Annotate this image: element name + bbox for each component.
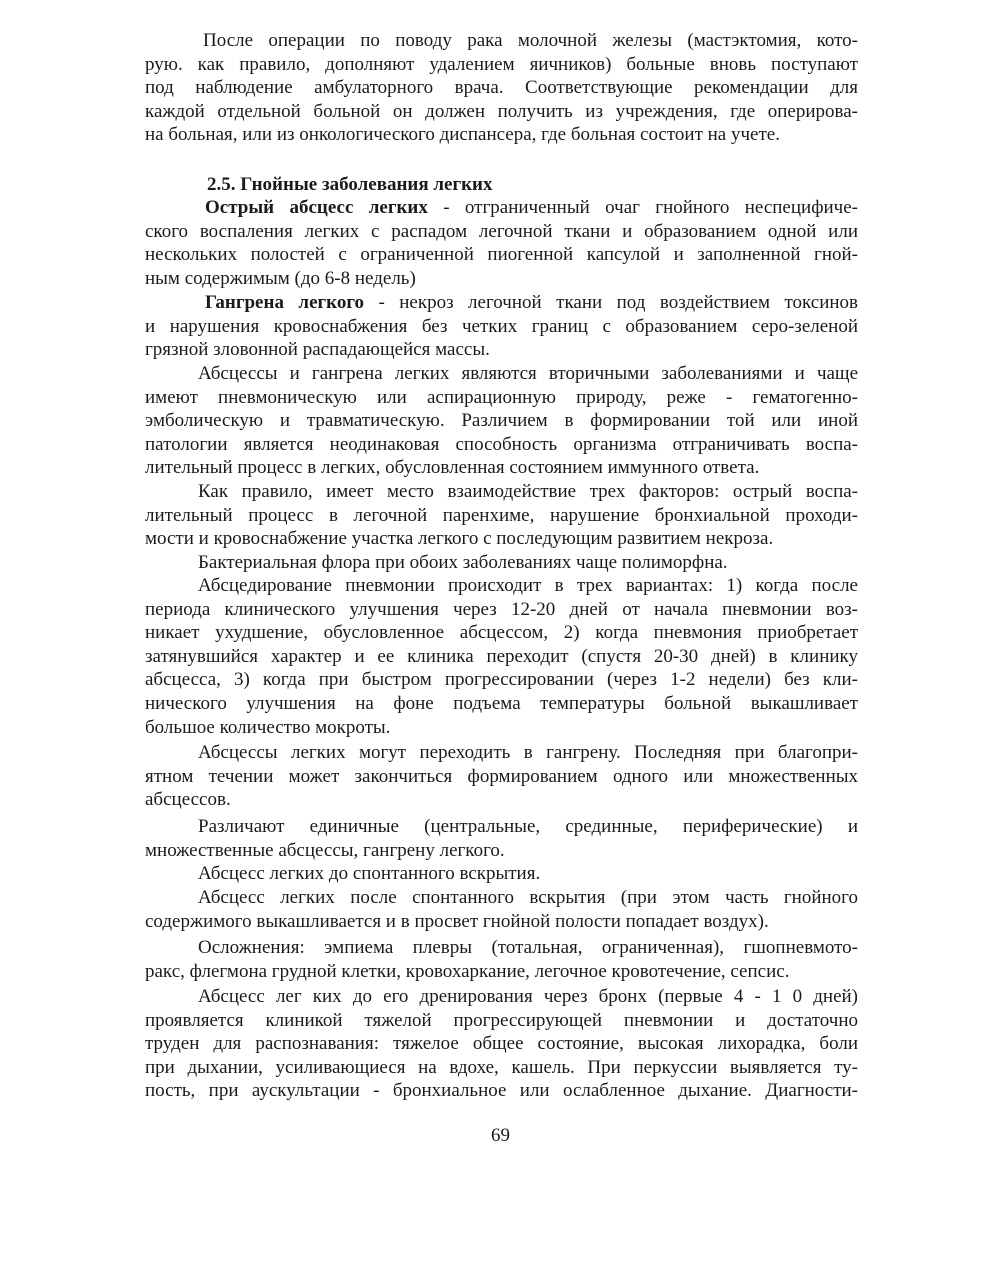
paragraph-before-opening [145,862,858,886]
text-line: труден для распознавания: тяжелое общее состояние, высокая лихорадка, боли [145,1033,858,1055]
paragraph-variants [145,574,858,739]
text-line: имеют пневмоническую или аспирационную природу, реже - гематогенно- [145,386,858,408]
text-line: грязной зловонной распадающейся массы. [145,339,490,361]
text-line: Бактериальная флора при обоих заболеваниях чаще полиморфна. [198,552,728,573]
text-line: рую. как правило, дополняют удалением яичников) больные вновь поступают [145,53,858,75]
paragraph-three-factors [145,480,858,551]
paragraph-after-mastectomy [145,29,858,147]
text-line: ятном течении может закончиться формированием одного или множественных [145,765,858,787]
text-line: при дыхании, усиливающиеся на вдохе, кашель. При перкуссии выявляется ту- [145,1056,858,1078]
paragraph-abscess-to-gangrene [145,741,858,812]
text-line: никает ухудшение, обусловленное абсцессом, 2) когда пневмония приобретает [145,622,858,644]
paragraph-abscess-definition [145,196,858,290]
text-line: Осложнения: эмпиема плевры (тотальная, ограниченная), гшопневмото- [198,937,858,958]
section-heading-block [145,173,858,197]
paragraph-secondary-diseases [145,362,858,480]
text-line: на больная, или из онкологического диспансера, где больная состоит на учете. [145,124,780,146]
paragraph-distinguish [145,815,858,862]
text-line: Абсцессы легких могут переходить в гангрену. Последняя при благопри- [198,742,858,763]
text-line: Абсцессы и гангрена легких являются вторичными заболеваниями и чаще [198,363,858,384]
text-line: и нарушения кровоснабжения без четких границ с образованием серо-зеленой [145,315,858,337]
text-line [145,196,858,220]
text-line: затянувшийся характер и ее клиника переходит (спустя 20-30 дней) в клинику [145,645,858,667]
text-line: Различают единичные (центральные, срединные, периферические) и [198,816,858,837]
text-line: эмболическую и травматическую. Различием в формировании той или иной [145,410,858,432]
text-line [145,291,858,315]
text-line: абсцесса, 3) когда при быстром прогрессировании (через 1-2 недели) без кли- [145,669,858,691]
text-line: Абсцесс лег ких до его дренирования через бронх (первые 4 - 1 0 дней) [198,986,858,1007]
text-line: ского воспаления легких с распадом легочной ткани и образованием одной или [145,220,858,242]
text-line: каждой отдельной больной он должен получить из учреждения, где оперирова- [145,100,858,122]
text-line: множественные абсцессы, гангрену легкого. [145,839,505,861]
paragraph-after-opening [145,886,858,933]
term-definition-start: - некроз легочной ткани под воздействием токсинов [363,292,858,313]
paragraph-flora [145,551,858,575]
paragraph-complications [145,936,858,983]
text-line: Как правило, имеет место взаимодействие трех факторов: острый воспа- [198,481,858,502]
text-line: мости и кровоснабжение участка легкого с последующим развитием некроза. [145,528,774,550]
text-line: нескольких полостей с ограниченной пиогенной капсулой и заполненной гной- [145,244,858,266]
text-line: Абсцесс легких после спонтанного вскрытия (при этом часть гнойного [198,887,858,908]
term-acute-abscess: Острый абсцесс легких [205,197,428,218]
text-line: нического улучшения на фоне подъема температуры больной выкашливает [145,692,858,714]
text-line: После операции по поводу рака молочной железы (мастэктомия, кото- [203,30,858,51]
text-line: патологии является неодинаковая способность организма отграничивать воспа- [145,433,858,455]
text-line: периода клинического улучшения через 12-20 дней от начала пневмонии воз- [145,598,858,620]
section-heading: 2.5. Гнойные заболевания легких [207,174,493,195]
page-number: 69 [491,1125,510,1146]
text-line: лительный процесс в легких, обусловленная состоянием иммунного ответа. [145,457,760,479]
paragraph-drainage [145,985,858,1103]
term-definition-start: - отграниченный очаг гнойного неспецифиче- [427,197,858,218]
text-line: Абсцесс легких до спонтанного вскрытия. [198,863,541,884]
term-gangrene: Гангрена легкого [205,292,364,313]
text-line: абсцессов. [145,789,231,811]
text-line: пость, при аускультации - бронхиальное или ослабленное дыхание. Диагности- [145,1080,858,1102]
paragraph-gangrene-definition [145,291,858,362]
text-line: большое количество мокроты. [145,716,391,738]
text-line: содержимого выкашливается и в просвет гнойной полости попадает воздух). [145,910,769,932]
text-line: под наблюдение амбулаторного врача. Соответствующие рекомендации для [145,77,858,99]
text-line: ным содержимым (до 6-8 недель) [145,267,416,289]
text-line: Абсцедирование пневмонии происходит в трех вариантах: 1) когда после [198,575,858,596]
text-line: лительный процесс в легочной паренхиме, нарушение бронхиальной проходи- [145,504,858,526]
text-line: ракс, флегмона грудной клетки, кровохаркание, легочное кровотечение, сепсис. [145,960,790,982]
text-line: проявляется клиникой тяжелой прогрессирующей пневмонии и достаточно [145,1009,858,1031]
